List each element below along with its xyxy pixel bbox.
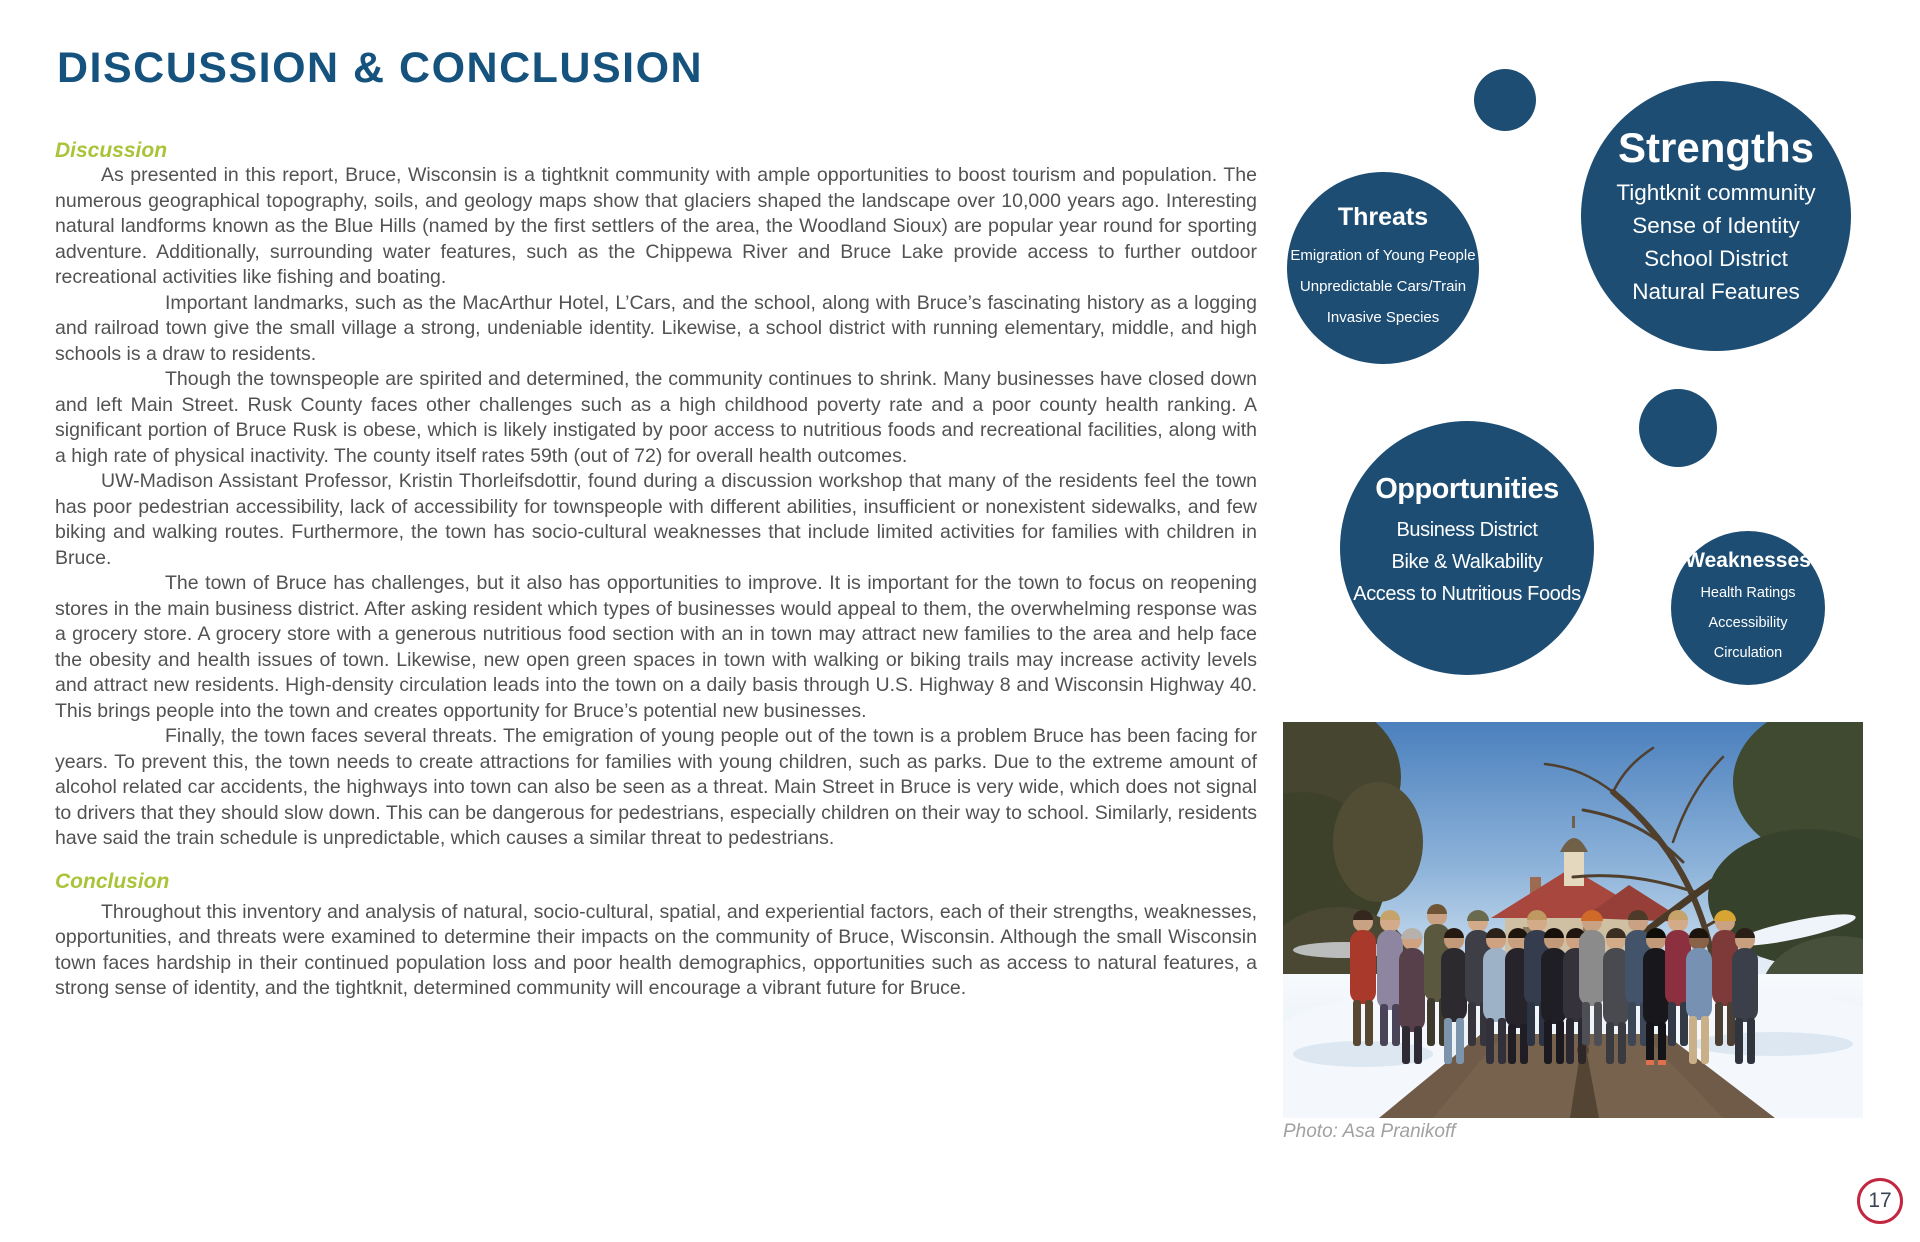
discussion-paragraph: Important landmarks, such as the MacArthur Hotel, L’Cars, and the school, along with Bruce’s fascinating history as a logging and railroad town give the small village a strong, undeniable identity. Likewise, a school district with running elementary, middle, and high schools is a draw to residents. xyxy=(55,291,1257,365)
opportunities-item: Access to Nutritious Foods xyxy=(1353,582,1581,605)
page-number-badge: 17 xyxy=(1857,1178,1903,1224)
discussion-heading: Discussion xyxy=(55,139,168,162)
discussion-paragraph: Though the townspeople are spirited and determined, the community continues to shrink. Many businesses have closed down and left Main Street. Rusk County faces other challenges such as a high childhood poverty rate and a poor county health ranking. A significant portion of Bruce Rusk is obese, which is likely instigated by poor access to nutritious foods and recreational facilities, along with a high rate of physical inactivity. The county itself rates 59th (out of 72) for overall health outcomes. xyxy=(55,368,1257,467)
group-photo xyxy=(1283,722,1863,1118)
threats-item: Unpredictable Cars/Train xyxy=(1299,278,1467,295)
strengths-item: Tightknit community xyxy=(1616,180,1816,205)
strengths-item: Natural Features xyxy=(1632,279,1800,304)
decorative-circle-small xyxy=(1474,69,1536,131)
decorative-circle-medium xyxy=(1639,389,1717,467)
discussion-paragraph: The town of Bruce has challenges, but it also has opportunities to improve. It is important for the town to focus on reopening stores in the main business district. After asking resident which types of businesses would appeal to them, the overwhelming response was a grocery store. A grocery store with a generous nutritious food section with an in town may attract new families to the area and help face the obesity and health issues of town. Likewise, new open green spaces in town with walking or biking trails may increase activity levels and attract new residents. High-density circulation leads into the town on a daily basis through U.S. Highway 8 and Wisconsin Highway 40. This brings people into the town and creates opportunity for Bruce’s potential new businesses. xyxy=(55,572,1257,722)
discussion-paragraph: As presented in this report, Bruce, Wisconsin is a tightknit community with ample opportunities to boost tourism and population. The numerous geographical topography, soils, and geology maps show that glaciers shaped the landscape over 10,000 years ago. Interesting natural landforms known as the Blue Hills (named by the first settlers of the area, the Woodland Sioux) are popular year round for sporting adventure. Additionally, surrounding water features, such as the Chippewa River and Bruce Lake provide access to further outdoor recreational activities like fishing and boating. xyxy=(55,164,1257,288)
swot-bubble-strengths xyxy=(1581,81,1851,351)
threats-title: Threats xyxy=(1337,203,1429,231)
opportunities-title: Opportunities xyxy=(1375,472,1559,505)
threats-item: Invasive Species xyxy=(1326,309,1440,326)
conclusion-paragraph: Throughout this inventory and analysis of natural, socio-cultural, spatial, and experiential factors, each of their strengths, weaknesses, opportunities, and threats were examined to determine their impacts on the community of Bruce, Wisconsin. Although the small Wisconsin town faces hardship in their continued population loss and poor health demographics, opportunities such as access to natural features, a strong sense of identity, and the tightknit, determined community will encourage a vibrant future for Bruce. xyxy=(55,900,1257,999)
conclusion-heading: Conclusion xyxy=(55,869,170,893)
strengths-item: Sense of Identity xyxy=(1632,213,1800,238)
swot-bubble-opportunities xyxy=(1340,421,1594,675)
swot-bubble-threats xyxy=(1287,172,1479,364)
weaknesses-item: Accessibility xyxy=(1708,614,1788,631)
opportunities-item: Business District xyxy=(1396,518,1538,541)
swot-bubble-weaknesses xyxy=(1671,531,1825,685)
text-column xyxy=(55,138,1257,1002)
weaknesses-title: Weaknesses xyxy=(1685,548,1811,572)
strengths-title: Strengths xyxy=(1617,124,1814,171)
photo-caption: Photo: Asa Pranikoff xyxy=(1283,1121,1456,1142)
opportunities-item: Bike & Walkability xyxy=(1391,550,1543,573)
weaknesses-item: Circulation xyxy=(1713,644,1783,661)
group-photo-illustration xyxy=(1283,722,1863,1118)
discussion-paragraph: Finally, the town faces several threats. The emigration of young people out of the town is a problem Bruce has been facing for years. To prevent this, the town needs to create attractions for families with young children, such as parks. Due to the extreme amount of alcohol related car accidents, the highways into town can also be seen as a threat. Main Street in Bruce is very wide, which does not signal to drivers that they should slow down. This can be dangerous for pedestrians, especially children on their way to school. Similarly, residents have said the train schedule is unpredictable, which causes a similar threat to pedestrians. xyxy=(55,725,1257,849)
discussion-paragraph: UW-Madison Assistant Professor, Kristin Thorleifsdottir, found during a discussion workshop that many of the residents feel the town has poor pedestrian accessibility, lack of accessibility for townspeople with different abilities, insufficient or nonexistent sidewalks, and few biking and walking routes. Furthermore, the town has socio-cultural weaknesses that include limited activities for families with children in Bruce. xyxy=(55,470,1257,569)
threats-item: Emigration of Young People xyxy=(1290,247,1476,264)
strengths-item: School District xyxy=(1644,246,1788,271)
page-title: DISCUSSION & CONCLUSION xyxy=(57,44,704,92)
weaknesses-item: Health Ratings xyxy=(1700,584,1796,601)
